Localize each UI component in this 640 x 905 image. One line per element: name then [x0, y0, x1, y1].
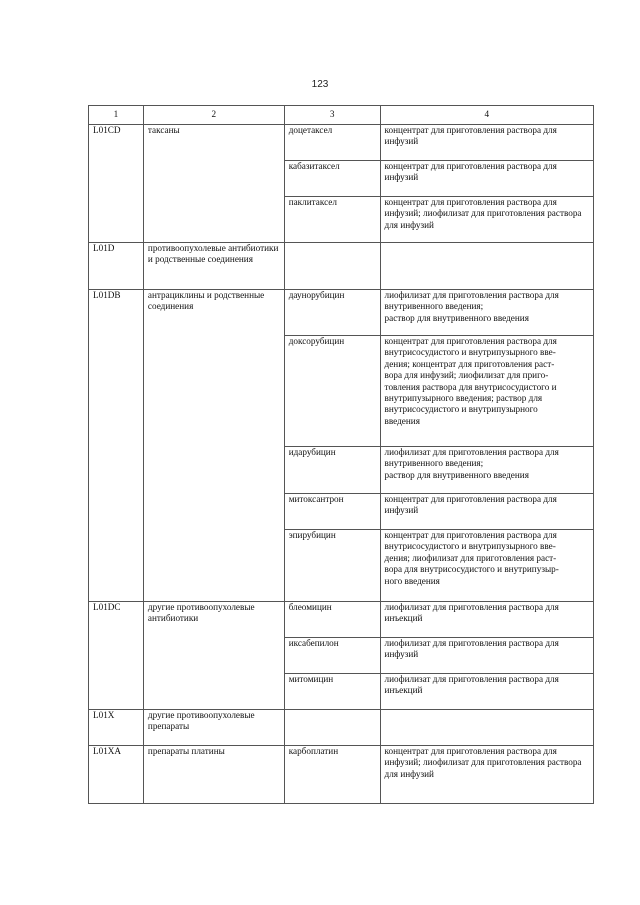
drug-cell: кабазитаксел	[284, 161, 380, 197]
atc-code-cell: L01DB	[89, 290, 144, 602]
drug-cell: митоксантрон	[284, 494, 380, 530]
drug-cell: доцетаксел	[284, 125, 380, 161]
atc-code-cell: L01CD	[89, 125, 144, 243]
header-col-4: 4	[380, 106, 593, 125]
drug-cell: идарубицин	[284, 447, 380, 494]
table-header-row	[89, 106, 594, 125]
drug-cell	[284, 243, 380, 290]
atc-code-cell: L01D	[89, 243, 144, 290]
group-cell: препараты платины	[143, 746, 284, 804]
drug-cell: даунорубицин	[284, 290, 380, 336]
dosage-form-cell: концентрат для приготовления раствора для инфузий	[380, 125, 593, 161]
drug-cell: эпирубицин	[284, 530, 380, 602]
dosage-form-cell	[380, 243, 593, 290]
table-row	[89, 243, 594, 290]
page-number: 123	[311, 79, 329, 90]
dosage-form-cell: лиофилизат для приготовления раствора для инъекций	[380, 674, 593, 710]
drug-cell: митомицин	[284, 674, 380, 710]
dosage-form-cell: лиофилизат для приготовления раствора для инфузий	[380, 638, 593, 674]
table-row	[89, 602, 594, 638]
drug-cell: паклитаксел	[284, 197, 380, 243]
table-row	[89, 290, 594, 336]
drug-cell: карбоплатин	[284, 746, 380, 804]
group-cell: другие противоопухолевые антибиотики	[143, 602, 284, 710]
dosage-form-cell: лиофилизат для приготовления раствора для инъекций	[380, 602, 593, 638]
dosage-form-cell: концентрат для приготовления раствора для внутрисосудистого и внутрипузырного вве- дения; лиофилизат для приготовления раст- вора для внутрисосудистого и внутрипузыр- ного введения	[380, 530, 593, 602]
drug-cell	[284, 710, 380, 746]
dosage-form-cell: концентрат для приготовления раствора для внутрисосудистого и внутрипузырного вве- дения; концентрат для приготовления раст- вора для инфузий; лиофилизат для приго- товления раствора для внутрисосудистого и внутрипузырного введения; раствор для внутрисосудистого и внутрипузырного введения	[380, 336, 593, 447]
atc-code-cell: L01DC	[89, 602, 144, 710]
table-row	[89, 125, 594, 161]
group-cell: таксаны	[143, 125, 284, 243]
header-col-3: 3	[284, 106, 380, 125]
dosage-form-cell	[380, 710, 593, 746]
dosage-form-cell: лиофилизат для приготовления раствора для внутривенного введения; раствор для внутривенного введения	[380, 447, 593, 494]
atc-code-cell: L01XA	[89, 746, 144, 804]
group-cell: другие противоопухолевые препараты	[143, 710, 284, 746]
header-col-1: 1	[89, 106, 144, 125]
table-row	[89, 746, 594, 804]
drug-cell: блеомицин	[284, 602, 380, 638]
drug-cell: доксорубицин	[284, 336, 380, 447]
header-col-2: 2	[143, 106, 284, 125]
drug-table	[88, 105, 594, 804]
group-cell: противоопухолевые антибиотики и родственные соединения	[143, 243, 284, 290]
table-row	[89, 710, 594, 746]
dosage-form-cell: концентрат для приготовления раствора для инфузий; лиофилизат для приготовления раствора для инфузий	[380, 746, 593, 804]
group-cell: антрациклины и родственные соединения	[143, 290, 284, 602]
dosage-form-cell: лиофилизат для приготовления раствора для внутривенного введения; раствор для внутривенного введения	[380, 290, 593, 336]
dosage-form-cell: концентрат для приготовления раствора для инфузий	[380, 494, 593, 530]
atc-code-cell: L01X	[89, 710, 144, 746]
dosage-form-cell: концентрат для приготовления раствора для инфузий; лиофилизат для приготовления раствора для инфузий	[380, 197, 593, 243]
dosage-form-cell: концентрат для приготовления раствора для инфузий	[380, 161, 593, 197]
drug-cell: иксабепилон	[284, 638, 380, 674]
